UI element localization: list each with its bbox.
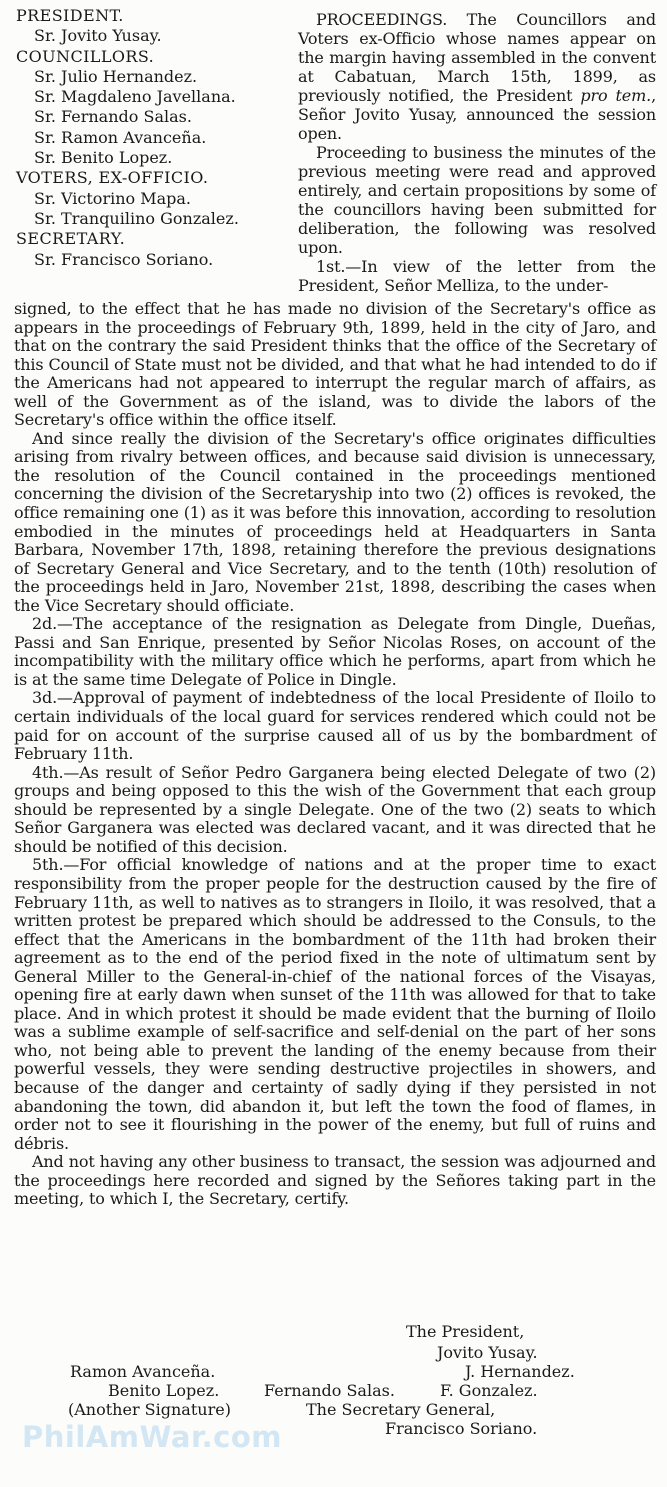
intro-column bbox=[298, 10, 656, 295]
resolution-2: 2d.—The acceptance of the resignation as Delegate from Dingle, Dueñas, Passi and San Enrique, presented by Señor Nicolas Roses, on account of the incompatibility with the military office which he performs, apart from which he is at the same time Delegate of Police in Dingle. bbox=[14, 614, 656, 689]
margin-roster bbox=[14, 6, 296, 270]
resolution-1-start: 1st.—In view of the letter from the President, Señor Melliza, to the under- bbox=[298, 257, 656, 295]
signature-president-title: The President, bbox=[406, 1322, 525, 1341]
councillor-name: Sr. Magdaleno Javellana. bbox=[34, 87, 236, 107]
voter-name: Sr. Victorino Mapa. bbox=[34, 188, 192, 208]
voters-heading: VOTERS, EX-OFFICIO. bbox=[16, 168, 209, 188]
signature-another: (Another Signature) bbox=[68, 1400, 231, 1419]
resolution-5: 5th.—For official knowledge of nations and at the proper time to exact responsibility from the proper people for the destruction caused by the fire of February 11th, as well to natives as to strangers in Iloilo, it was resolved, that a written protest be prepared which should be addressed to the Consuls, to the effect that the Americans in the bombardment of the 11th had broken their agreement as to the end of the period fixed in the note of ultimatum sent by General Miller to the General-in-chief of the national forces of the Visayas, opening fire at early dawn when sunset of the 11th was allowed for that to take place. And in which protest it should be made evident that the burning of Iloilo was a sublime example of self-sacrifice and self-denial on the part of her sons who, not being able to prevent the landing of the enemy because from their powerful vessels, they were sending destructive projectiles in showers, and because of the danger and certainty of sadly dying if they persisted in not abandoning the town, did abandon it, but left the town the food of flames, in order not to see it flourishing in the power of the enemy, but full of ruins and débris. bbox=[14, 855, 656, 1153]
councillors-heading: COUNCILLORS. bbox=[16, 46, 155, 66]
resolution-1-continued: signed, to the effect that he has made no division of the Secretary's office as appears in the proceedings of February 9th, 1899, held in the city of Jaro, and that on the contrary the said President thinks that the office of the Secretary of this Council of State must not be divided, and that what he had intended to do if the Americans had not appeared to interrupt the regular march of affairs, as well of the Government as of the island, was to divide the labors of the Secretary's office within the office itself. bbox=[14, 299, 656, 430]
councillor-name: Sr. Fernando Salas. bbox=[34, 107, 192, 127]
signature-lopez: Benito Lopez. bbox=[108, 1381, 220, 1400]
proceedings-paragraph bbox=[298, 10, 656, 143]
signature-salas: Fernando Salas. bbox=[264, 1381, 395, 1400]
president-name: Sr. Jovito Yusay. bbox=[34, 26, 162, 46]
proceedings-text-start: PROCEEDINGS. The Councillors and Voters ex-Officio whose names appear on the margin having assembled in the convent at Cabatuan, March 15th, 1899, as previously notified, the President bbox=[298, 10, 656, 105]
secretary-division-paragraph: And since really the division of the Secretary's office originates difficulties arising from rivalry between offices, and because said division is unnecessary, the resolution of the Council contained in the proceedings mentioned concerning the division of the Secretaryship into two (2) offices is revoked, the office remaining one (1) as it was before this innovation, according to resolution embodied in the minutes of proceedings held at Headquarters in Santa Barbara, November 17th, 1898, retaining therefore the previous designations of Secretary General and Vice Secretary, and to the tenth (10th) resolution of the proceedings held in Jaro, November 21st, 1898, describing the cases when the Vice Secretary should officiate. bbox=[14, 428, 656, 615]
signature-yusay: Jovito Yusay. bbox=[437, 1343, 538, 1362]
adjournment-paragraph: And not having any other business to transact, the session was adjourned and the proceedings here recorded and signed by the Señores taking part in the meeting, to which I, the Secretary, certify. bbox=[14, 1152, 656, 1209]
secretary-heading: SECRETARY. bbox=[16, 229, 126, 249]
signature-soriano: Francisco Soriano. bbox=[385, 1419, 538, 1438]
signature-avancena: Ramon Avanceña. bbox=[70, 1362, 216, 1381]
signature-hernandez: J. Hernandez. bbox=[465, 1362, 575, 1381]
signature-gonzalez: F. Gonzalez. bbox=[440, 1381, 538, 1400]
business-paragraph: Proceeding to business the minutes of the previous meeting were read and approved entirely, and certain propositions by some of the councillors having been submitted for deliberation, the following was resolved upon. bbox=[298, 143, 656, 257]
signature-secretary-title: The Secretary General, bbox=[306, 1400, 496, 1419]
proceedings-text-end: , Señor Jovito Yusay, announced the session open. bbox=[298, 86, 656, 143]
councillor-name: Sr. Julio Hernandez. bbox=[34, 66, 198, 86]
resolution-3: 3d.—Approval of payment of indebtedness of the local Presidente of Iloilo to certain individuals of the local guard for services rendered which could not be paid for on account of the surprise caused all of us by the bombardment of February 11th. bbox=[14, 688, 656, 764]
secretary-name: Sr. Francisco Soriano. bbox=[34, 249, 214, 269]
site-watermark: PhilAmWar.com bbox=[22, 1420, 282, 1454]
councillor-name: Sr. Benito Lopez. bbox=[34, 148, 173, 168]
resolution-4: 4th.—As result of Señor Pedro Garganera being elected Delegate of two (2) groups and being opposed to this the wish of the Government that each group should be represented by a single Delegate. One of the two (2) seats to which Señor Garganera was elected was declared vacant, and it was directed that he should be notified of this decision. bbox=[14, 762, 656, 856]
pro-tem-italic: pro tem. bbox=[580, 86, 652, 105]
voter-name: Sr. Tranquilino Gonzalez. bbox=[34, 208, 239, 228]
president-heading: PRESIDENT. bbox=[16, 6, 124, 25]
body-text bbox=[14, 300, 656, 1209]
councillor-name: Sr. Ramon Avanceña. bbox=[34, 127, 207, 147]
